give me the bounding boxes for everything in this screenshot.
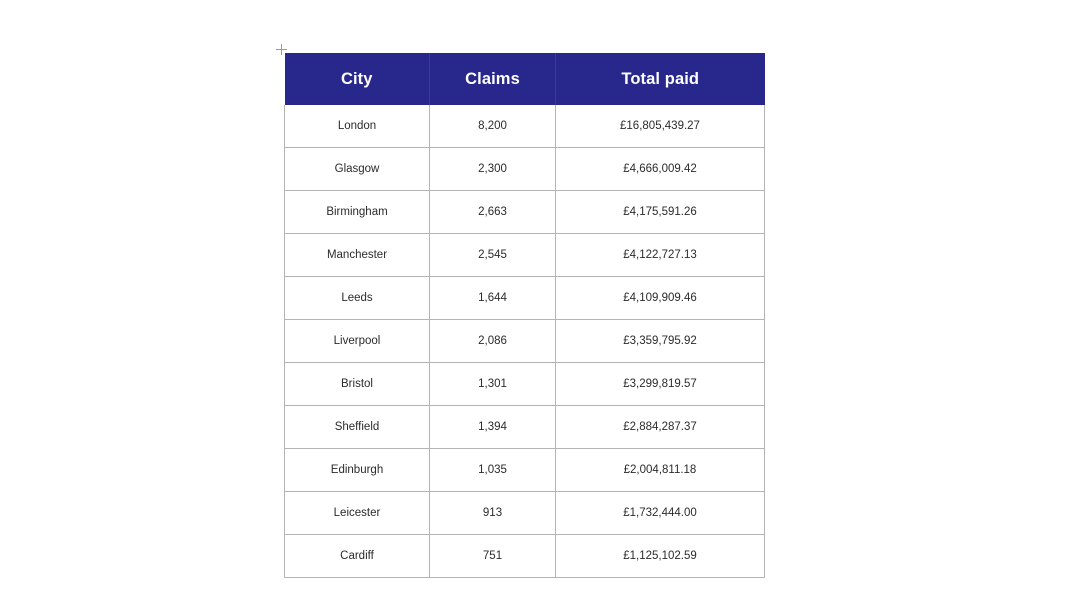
cell-city: Liverpool bbox=[285, 320, 430, 363]
column-header-claims[interactable]: Claims bbox=[430, 53, 556, 105]
table-row bbox=[285, 535, 765, 578]
cell-claims: 2,086 bbox=[430, 320, 556, 363]
cell-total-paid: £3,299,819.57 bbox=[556, 363, 765, 406]
cell-total-paid: £4,175,591.26 bbox=[556, 191, 765, 234]
claims-by-city-table-container bbox=[284, 53, 764, 578]
cell-claims: 1,035 bbox=[430, 449, 556, 492]
cell-total-paid: £1,732,444.00 bbox=[556, 492, 765, 535]
cell-city: London bbox=[285, 105, 430, 148]
cell-city: Sheffield bbox=[285, 406, 430, 449]
cell-city: Manchester bbox=[285, 234, 430, 277]
cell-total-paid: £4,122,727.13 bbox=[556, 234, 765, 277]
table-header-row bbox=[285, 53, 765, 105]
cell-claims: 751 bbox=[430, 535, 556, 578]
cell-total-paid: £16,805,439.27 bbox=[556, 105, 765, 148]
table-row bbox=[285, 406, 765, 449]
cell-claims: 8,200 bbox=[430, 105, 556, 148]
table-row bbox=[285, 277, 765, 320]
cell-city: Bristol bbox=[285, 363, 430, 406]
cell-claims: 1,394 bbox=[430, 406, 556, 449]
cell-claims: 1,644 bbox=[430, 277, 556, 320]
cell-total-paid: £4,109,909.46 bbox=[556, 277, 765, 320]
column-header-city[interactable]: City bbox=[285, 53, 430, 105]
cell-city: Leeds bbox=[285, 277, 430, 320]
table-row bbox=[285, 148, 765, 191]
table-row bbox=[285, 191, 765, 234]
cell-city: Glasgow bbox=[285, 148, 430, 191]
cell-total-paid: £2,884,287.37 bbox=[556, 406, 765, 449]
table-row bbox=[285, 492, 765, 535]
cell-city: Cardiff bbox=[285, 535, 430, 578]
cell-total-paid: £4,666,009.42 bbox=[556, 148, 765, 191]
table-row bbox=[285, 449, 765, 492]
cell-claims: 913 bbox=[430, 492, 556, 535]
cell-claims: 2,300 bbox=[430, 148, 556, 191]
cell-city: Birmingham bbox=[285, 191, 430, 234]
cell-total-paid: £3,359,795.92 bbox=[556, 320, 765, 363]
table-row bbox=[285, 105, 765, 148]
cell-claims: 2,663 bbox=[430, 191, 556, 234]
cell-total-paid: £2,004,811.18 bbox=[556, 449, 765, 492]
table-body bbox=[285, 105, 765, 578]
table-row bbox=[285, 234, 765, 277]
cell-claims: 2,545 bbox=[430, 234, 556, 277]
column-header-total-paid[interactable]: Total paid bbox=[556, 53, 765, 105]
cell-city: Edinburgh bbox=[285, 449, 430, 492]
claims-by-city-table bbox=[284, 53, 765, 578]
table-header bbox=[285, 53, 765, 105]
table-row bbox=[285, 320, 765, 363]
cell-city: Leicester bbox=[285, 492, 430, 535]
cell-total-paid: £1,125,102.59 bbox=[556, 535, 765, 578]
cell-claims: 1,301 bbox=[430, 363, 556, 406]
table-row bbox=[285, 363, 765, 406]
